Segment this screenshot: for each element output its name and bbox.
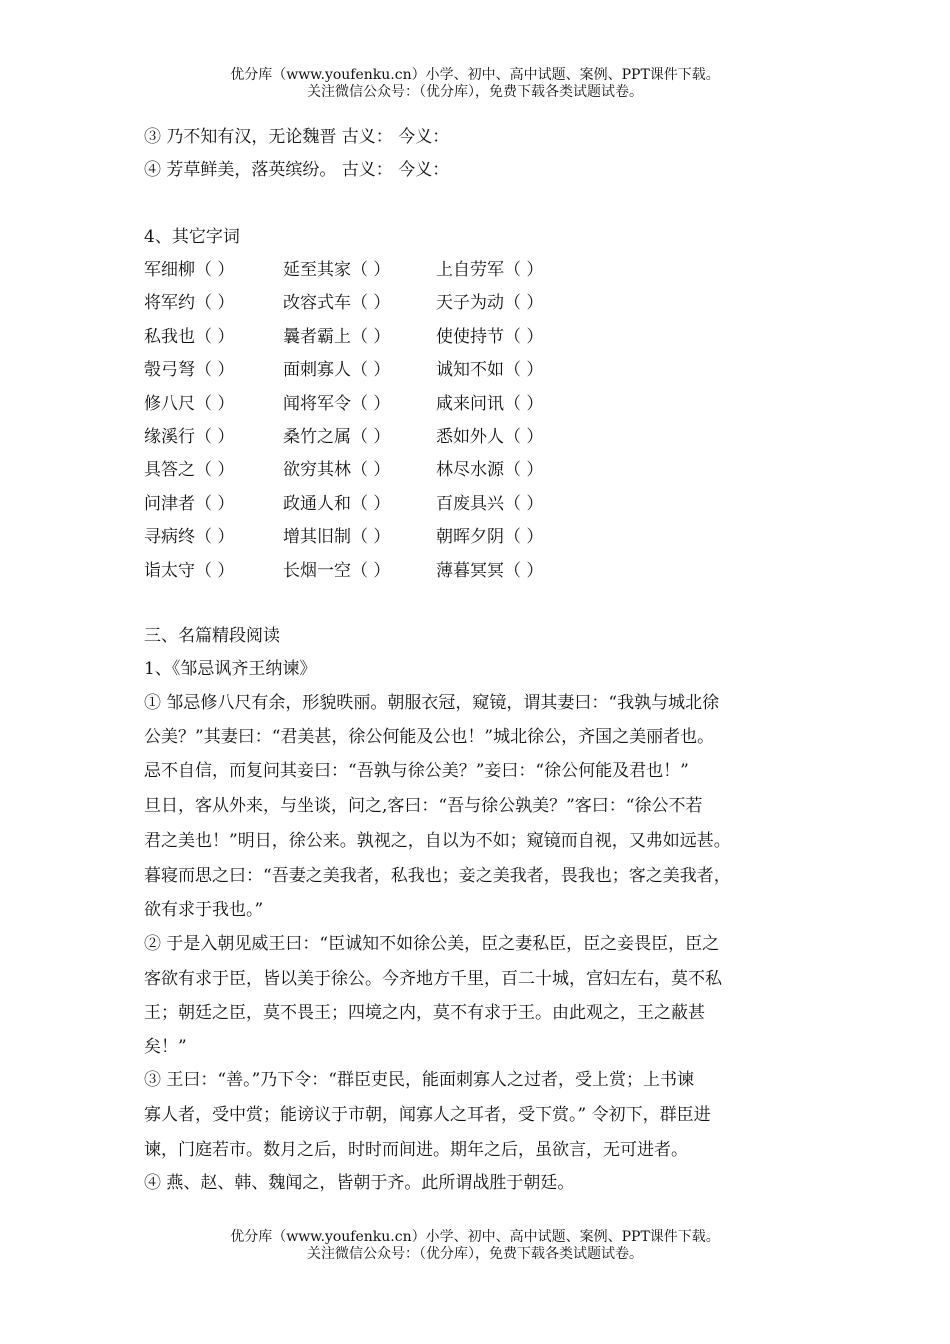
word-cell: 咸来问讯（ ）: [436, 394, 544, 414]
word-cell: 面刺寡人（ ）: [283, 360, 391, 380]
passage-line: ① 邹忌修八尺有余，形貌昳丽。朝服衣冠，窥镜，谓其妻曰：“我孰与城北徐: [144, 693, 720, 713]
word-cell: 寻病终（ ）: [144, 527, 235, 547]
word-cell: 诚知不如（ ）: [436, 360, 544, 380]
section-3-title: 三、名篇精段阅读: [144, 626, 280, 646]
word-cell: 修八尺（ ）: [144, 394, 235, 414]
passage-line: 谏，门庭若市。数月之后，时时而间进。期年之后，虽欲言，无可进者。: [144, 1140, 688, 1160]
word-cell: 私我也（ ）: [144, 327, 235, 347]
page-header: [0, 67, 950, 101]
word-cell: 天子为动（ ）: [436, 293, 544, 313]
word-cell: 缘溪行（ ）: [144, 427, 235, 447]
word-cell: 百废具兴（ ）: [436, 494, 544, 514]
word-cell: 军细柳（ ）: [144, 260, 235, 280]
passage-line: 欲有求于我也。”: [144, 900, 264, 920]
passage-line: ④ 燕、赵、韩、魏闻之，皆朝于齐。此所谓战胜于朝廷。: [144, 1173, 575, 1193]
word-cell: 朝晖夕阴（ ）: [436, 527, 544, 547]
header-line-2: 关注微信公众号：（优分库），免费下载各类试题试卷。: [307, 84, 643, 100]
passage-line: 公美？”其妻曰：“君美甚，徐公何能及公也！”城北徐公，齐国之美丽者也。: [144, 727, 715, 747]
passage-line: 忌不自信，而复问其妾曰：“吾孰与徐公美？”妾曰：“徐公何能及君也！”: [144, 761, 689, 781]
passage-line: 王；朝廷之臣，莫不畏王；四境之内，莫不有求于王。由此观之，王之蔽甚: [144, 1003, 705, 1023]
ancient-modern-item: ③ 乃不知有汉，无论魏晋 古义： 今义：: [144, 127, 450, 147]
word-cell: 彀弓弩（ ）: [144, 360, 235, 380]
text-1-title: 1、《邹忌讽齐王纳谏》: [144, 659, 317, 679]
passage-line: ② 于是入朝见威王曰：“臣诚知不如徐公美，臣之妻私臣，臣之妾畏臣，臣之: [144, 934, 720, 954]
header-line-1: 优分库（www.youfenku.cn）小学、初中、高中试题、案例、PPT课件下载。: [230, 67, 720, 83]
ancient-modern-item: ④ 芳草鲜美，落英缤纷。 古义： 今义：: [144, 160, 450, 180]
passage-line: 寡人者，受中赏；能谤议于市朝，闻寡人之耳者，受下赏。” 令初下，群臣进: [144, 1105, 711, 1125]
word-cell: 问津者（ ）: [144, 494, 235, 514]
passage-line: 君之美也！”明日，徐公来。孰视之，自以为不如；窥镜而自视，又弗如远甚。: [144, 831, 731, 851]
page-footer: [0, 1229, 950, 1263]
word-cell: 林尽水源（ ）: [436, 460, 544, 480]
word-cell: 悉如外人（ ）: [436, 427, 544, 447]
word-cell: 延至其家（ ）: [283, 260, 391, 280]
word-cell: 长烟一空（ ）: [283, 561, 391, 581]
footer-line-1: 优分库（www.youfenku.cn）小学、初中、高中试题、案例、PPT课件下载。: [230, 1229, 720, 1245]
section-4-title: 4、其它字词: [144, 227, 240, 247]
word-cell: 具答之（ ）: [144, 460, 235, 480]
passage-line: 客欲有求于臣，皆以美于徐公。今齐地方千里，百二十城，宫妇左右，莫不私: [144, 969, 722, 989]
passage-line: 矣！”: [144, 1037, 187, 1057]
word-cell: 薄暮冥冥（ ）: [436, 561, 544, 581]
passage-line: ③ 王曰：“善。”乃下令：“群臣吏民，能面刺寡人之过者，受上赏；上书谏: [144, 1070, 694, 1090]
word-cell: 改容式车（ ）: [283, 293, 391, 313]
passage-line: 暮寝而思之曰：“吾妻之美我者，私我也；妾之美我者，畏我也；客之美我者，: [144, 866, 731, 886]
footer-line-2: 关注微信公众号：（优分库），免费下载各类试题试卷。: [307, 1246, 643, 1262]
word-cell: 政通人和（ ）: [283, 494, 391, 514]
word-cell: 将军约（ ）: [144, 293, 235, 313]
word-cell: 欲穷其林（ ）: [283, 460, 391, 480]
passage-line: 旦日，客从外来，与坐谈，问之,客曰：“吾与徐公孰美？”客曰：“徐公不若: [144, 796, 703, 816]
word-cell: 闻将军令（ ）: [283, 394, 391, 414]
word-cell: 曩者霸上（ ）: [283, 327, 391, 347]
word-cell: 上自劳军（ ）: [436, 260, 544, 280]
word-cell: 诣太守（ ）: [144, 561, 235, 581]
word-cell: 增其旧制（ ）: [283, 527, 391, 547]
word-cell: 桑竹之属（ ）: [283, 427, 391, 447]
word-cell: 使使持节（ ）: [436, 327, 544, 347]
